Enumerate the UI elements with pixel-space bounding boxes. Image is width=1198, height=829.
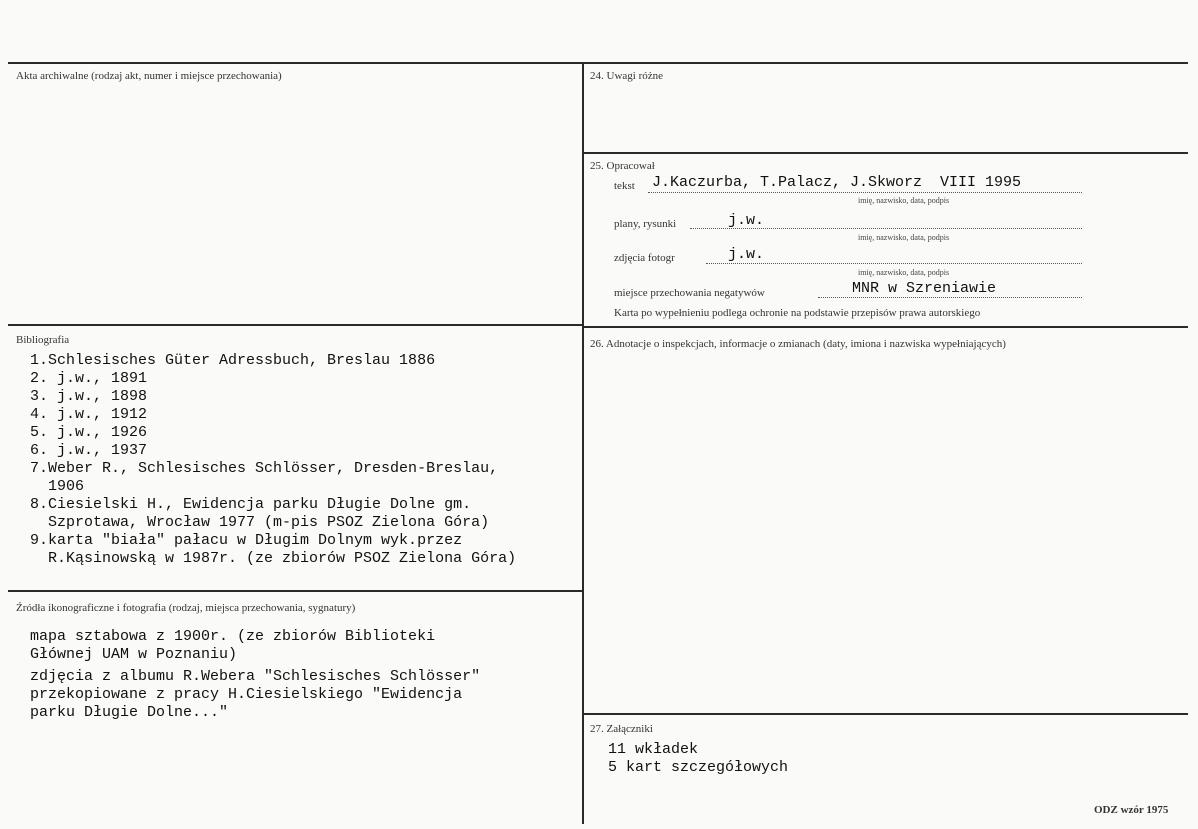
zrodla-paragraph-2 (30, 668, 480, 722)
list-item: 1.Schlesisches Güter Adressbuch, Breslau 1886 (30, 352, 436, 369)
left-rule-zrodla (8, 590, 582, 592)
text-line: przekopiowane z pracy H.Ciesielskiego "Ewidencja (30, 686, 463, 703)
text-line: parku Długie Dolne..." (30, 704, 229, 721)
adnotacje-label: 26. Adnotacje o inspekcjach, informacje o zmianach (daty, imiona i nazwiska wypełniających) (590, 338, 1006, 350)
opracowal-label: 25. Opracował (590, 160, 655, 172)
tekst-field-line (648, 192, 1082, 193)
list-item: 4. j.w., 1912 (30, 406, 148, 423)
zrodla-paragraph-1 (30, 628, 435, 664)
left-rule-bibliografia (8, 324, 582, 326)
tekst-hint: imię, nazwisko, data, podpis (858, 196, 950, 205)
text-line: Głównej UAM w Poznaniu) (30, 646, 238, 663)
uwagi-label: 24. Uwagi różne (590, 70, 664, 82)
right-rule-zalaczniki (582, 713, 1188, 715)
list-item: R.Kąsinowską w 1987r. (ze zbiorów PSOZ Zielona Góra) (30, 550, 517, 567)
plany-hint: imię, nazwisko, data, podpis (858, 233, 950, 242)
list-item: 9.karta "biała" pałacu w Długim Dolnym wyk.przez (30, 532, 463, 549)
list-item: 8.Ciesielski H., Ewidencja parku Długie Dolne gm. (30, 496, 472, 513)
zrodla-label: Źródła ikonograficzne i fotografia (rodzaj, miejsca przechowania, sygnatury) (16, 602, 356, 614)
list-item: 1906 (30, 478, 85, 495)
zalaczniki-list (608, 741, 788, 777)
list-item: 2. j.w., 1891 (30, 370, 148, 387)
zdjecia-value: j.w. (728, 246, 765, 263)
zdjecia-hint: imię, nazwisko, data, podpis (858, 268, 950, 277)
text-line: mapa sztabowa z 1900r. (ze zbiorów Biblioteki (30, 628, 436, 645)
zalaczniki-label: 27. Załączniki (590, 723, 653, 735)
right-rule-adnotacje (582, 326, 1188, 328)
text-line: zdjęcia z albumu R.Webera "Schlesisches Schlösser" (30, 668, 481, 685)
zdjecia-label: zdjęcia fotogr (614, 252, 675, 264)
list-item: 7.Weber R., Schlesisches Schlösser, Dresden-Breslau, (30, 460, 499, 477)
negatyw-value: MNR w Szreniawie (852, 280, 997, 297)
bibliografia-list (30, 352, 516, 568)
center-divider (582, 62, 584, 824)
tekst-label: tekst (614, 180, 635, 192)
negatyw-label: miejsce przechowania negatywów (614, 287, 765, 299)
list-item: 5. j.w., 1926 (30, 424, 148, 441)
karta-note: Karta po wypełnieniu podlega ochronie na podstawie przepisów prawa autorskiego (614, 307, 981, 319)
list-item: 5 kart szczegółowych (608, 759, 789, 776)
right-rule-opracowal (582, 152, 1188, 154)
plany-label: plany, rysunki (614, 218, 677, 230)
list-item: 6. j.w., 1937 (30, 442, 148, 459)
top-rule (8, 62, 1188, 64)
form-id: ODZ wzór 1975 (1094, 804, 1169, 816)
akta-label: Akta archiwalne (rodzaj akt, numer i miejsce przechowania) (16, 70, 282, 82)
list-item: 11 wkładek (608, 741, 699, 758)
list-item: 3. j.w., 1898 (30, 388, 148, 405)
bibliografia-label: Bibliografia (16, 334, 70, 346)
list-item: Szprotawa, Wrocław 1977 (m-pis PSOZ Zielona Góra) (30, 514, 490, 531)
plany-value: j.w. (728, 212, 765, 229)
tekst-value: J.Kaczurba, T.Palacz, J.Skworz VIII 1995 (652, 174, 1022, 191)
